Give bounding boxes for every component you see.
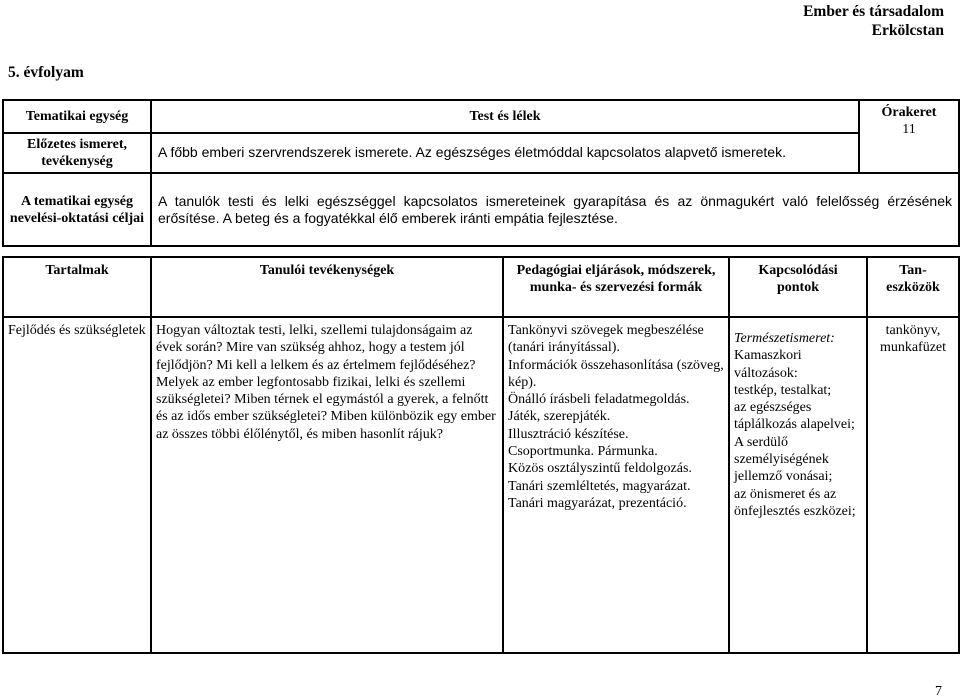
method-item: Információk összehasonlítása (szöveg, kép).: [508, 357, 724, 390]
method-item: Csoportmunka. Pármunka.: [508, 444, 658, 460]
connections-cell: [729, 317, 867, 653]
header-line-1: Ember és társadalom: [803, 3, 944, 20]
goals-value: A tanulók testi és lelki egészséggel kapcsolatos ismereteinek gyarapítása és az önmagukért való felelősség érzésének erősítése. A beteg és a fogyatékkal élő emberek iránti empátia fejlesztése.: [151, 173, 959, 246]
method-item: Illusztráció készítése.: [508, 426, 629, 442]
connection-item: A serdülő személyiségének jellemző vonásai;: [734, 434, 833, 485]
content-cell: Fejlődés és szükségletek: [3, 317, 151, 653]
connections-subject: Természetismeret:: [734, 331, 835, 346]
header-activities: Tanulói tevékenységek: [151, 257, 503, 317]
connection-item: az egészséges táplálkozás alapelvei;: [734, 400, 855, 433]
hours-value: 11: [902, 122, 916, 137]
method-item: Tanári magyarázat, prezentáció.: [508, 495, 687, 511]
thematic-unit-label: Tematikai egység: [3, 100, 151, 133]
content-table: [2, 256, 960, 654]
hours-cell: [859, 100, 959, 173]
header-methods: Pedagógiai eljárások, módszerek, munka- és szervezési formák: [503, 257, 729, 317]
header-contents: Tartalmak: [3, 257, 151, 317]
prior-knowledge-label: Előzetes ismeret, tevékenység: [3, 133, 151, 173]
grade-heading: 5. évfolyam: [8, 64, 84, 81]
method-item: Önálló írásbeli feladatmegoldás.: [508, 392, 690, 408]
unit-table: [2, 99, 960, 247]
document-header: [803, 2, 944, 40]
thematic-unit-value: Test és lélek: [151, 100, 859, 133]
tools-cell: tankönyv, munkafüzet: [867, 317, 959, 653]
hours-label: Órakeret: [881, 105, 937, 120]
method-item: Tankönyvi szövegek megbeszélése (tanári irányítással).: [508, 323, 704, 356]
method-item: Játék, szerepjáték.: [508, 409, 611, 425]
connection-item: Kamaszkori változások:: [734, 348, 802, 381]
connection-item: testkép, testalkat;: [734, 382, 832, 398]
header-line-2: Erkölcstan: [871, 22, 944, 39]
method-item: Közös osztályszintű feldolgozás.: [508, 461, 692, 477]
activities-cell: Hogyan változtak testi, lelki, szellemi tulajdonságaim az évek során? Mire van szükség ahhoz, hogy a testem jól fejlődjön? Mi kell a lelkem és az értelmem fejlődéséhez? Melyek az ember legfontosabb fizikai, lelki és szellemi szükségletei? Miben térnek el egymástól a gyerek, a felnőtt és az idős ember szükségletei? Miben különbözik egy ember az összes többi élőlénytől, és miben hasonlít rájuk?: [151, 317, 503, 653]
prior-knowledge-value: A főbb emberi szervrendszerek ismerete. Az egészséges életmóddal kapcsolatos alapvető ismeretek.: [151, 133, 859, 173]
method-item: Tanári szemléltetés, magyarázat.: [508, 478, 691, 494]
header-connections: Kapcsolódási pontok: [729, 257, 867, 317]
goals-label: A tematikai egység nevelési-oktatási céljai: [3, 173, 151, 246]
header-tools: Tan-eszközök: [867, 257, 959, 317]
page-number: 7: [935, 684, 942, 699]
connection-item: az önismeret és az önfejlesztés eszközei;: [734, 486, 856, 519]
methods-cell: [503, 317, 729, 653]
